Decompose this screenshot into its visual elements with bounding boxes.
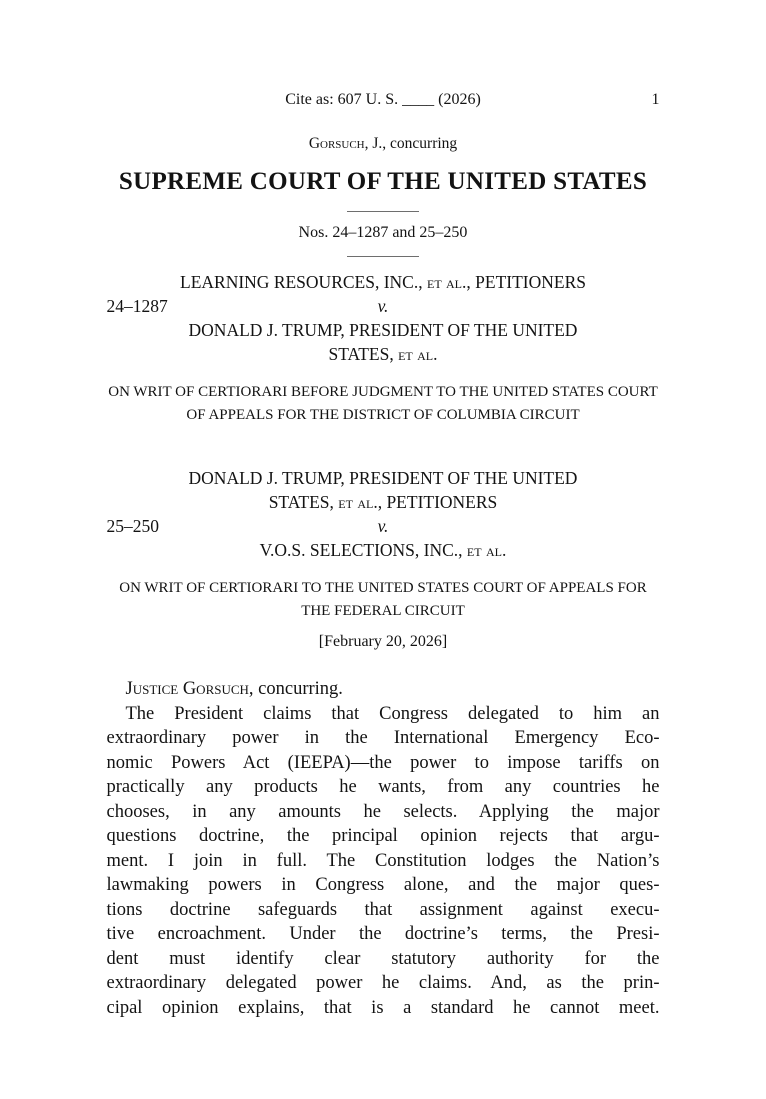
case1-cert-statement: ON WRIT OF CERTIORARI BEFORE JUDGMENT TO THE UNITED STATES COURT OF APPEALS FOR THE DISTRICT OF COLUMBIA CIRCUIT — [108, 384, 658, 423]
running-head-justice: Gorsuch — [308, 135, 365, 152]
case2-respondent — [107, 538, 660, 562]
case1-respondent-etal: et al. — [398, 344, 438, 364]
citation-header: Cite as: 607 U. S. ____ (2026) — [285, 91, 481, 108]
opinion-author-suffix: , concurring. — [248, 679, 343, 699]
running-head — [107, 134, 660, 154]
case1-petitioner-suffix: , PETITIONERS — [466, 272, 586, 292]
court-title: SUPREME COURT OF THE UNITED STATES — [118, 168, 648, 195]
opinion-text-line: cipal opinion explains, that is a standard he cannot meet. — [106, 997, 660, 1018]
case2-versus: v. — [377, 516, 389, 536]
opinion-author: Justice Gorsuch — [125, 679, 249, 699]
case2-respondent-name: V.O.S. SELECTIONS, INC., — [259, 540, 467, 560]
opinion-text-line: extraordinary power in the International Emergency Eco- — [106, 728, 660, 748]
decision-date: [February 20, 2026] — [318, 633, 448, 650]
case1-petitioner-name: LEARNING RESOURCES, INC., — [180, 272, 427, 292]
case2-versus-row — [107, 514, 660, 538]
case1-respondent-line1: DONALD J. TRUMP, PRESIDENT OF THE UNITED — [188, 320, 578, 340]
case2-cert-statement: ON WRIT OF CERTIORARI TO THE UNITED STATES COURT OF APPEALS FOR THE FEDERAL CIRCUIT — [119, 580, 647, 619]
case2-docket-number: 25–250 — [106, 516, 159, 536]
case1-caption — [107, 270, 660, 366]
case1-petitioner-etal: et al. — [426, 272, 467, 292]
opinion-body — [107, 702, 660, 1021]
case1-versus: v. — [377, 296, 389, 316]
case1-respondent-name: STATES, — [328, 344, 399, 364]
page-content — [107, 0, 660, 1020]
case1-petitioner — [107, 270, 660, 294]
divider-rule-bottom — [347, 256, 419, 257]
opinion-text-line: ment. I join in full. The Constitution lodges the Nation’s — [106, 850, 660, 871]
running-head-suffix: , J., concurring — [364, 135, 458, 152]
opinion-text-line: lawmaking powers in Congress alone, and the major ques- — [106, 875, 660, 895]
page-header — [107, 90, 660, 110]
case2-petitioner-suffix: , PETITIONERS — [377, 492, 498, 512]
docket-numbers: Nos. 24–1287 and 25–250 — [298, 224, 468, 241]
opinion-text-line: extraordinary delegated power he claims. And, as the prin- — [106, 973, 660, 993]
opinion-text-line: practically any products he wants, from any countries he — [106, 777, 660, 797]
opinion-text-line: chooses, in any amounts he selects. Applying the major — [106, 801, 660, 822]
opinion-text-line: The President claims that Congress delegated to him an — [125, 703, 660, 724]
case2-petitioner-etal: et al. — [338, 492, 378, 512]
opinion-text-line: tive encroachment. Under the doctrine’s terms, the Presi- — [106, 924, 660, 944]
opinion-text-line: nomic Powers Act (IEEPA)—the power to impose tariffs on — [106, 752, 660, 773]
opinion-author-line — [107, 677, 660, 702]
case1-versus-row — [107, 294, 660, 318]
case1-respondent-line2 — [107, 342, 660, 366]
case2-caption — [107, 466, 660, 562]
page-number: 1 — [651, 91, 660, 108]
case2-petitioner-line2 — [107, 490, 660, 514]
opinion-text-line: questions doctrine, the principal opinion rejects that argu- — [106, 826, 660, 846]
case1-docket-number: 24–1287 — [106, 296, 168, 316]
opinion-text-line: tions doctrine safeguards that assignment against execu- — [106, 899, 660, 920]
opinion-text-line: dent must identify clear statutory authority for the — [106, 948, 660, 969]
case2-petitioner-line1: DONALD J. TRUMP, PRESIDENT OF THE UNITED — [188, 468, 578, 488]
case2-respondent-etal: et al. — [466, 540, 507, 560]
case2-petitioner-name: STATES, — [268, 492, 339, 512]
divider-rule-top — [347, 211, 419, 212]
